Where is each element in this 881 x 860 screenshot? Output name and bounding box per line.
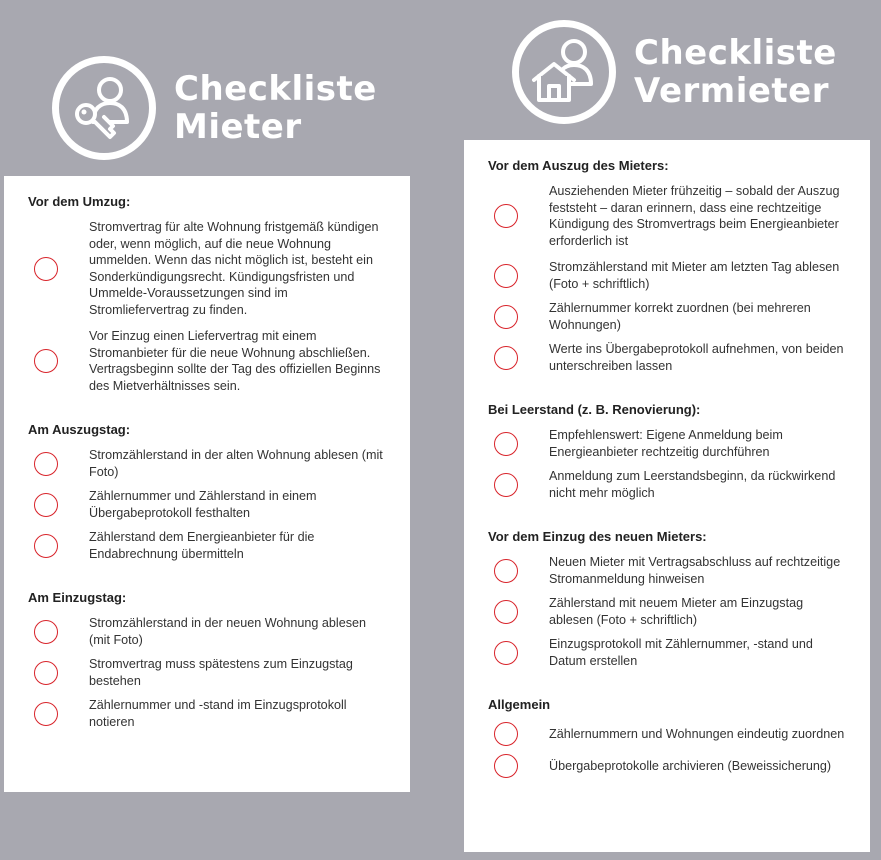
- checkbox-circle[interactable]: [34, 620, 58, 644]
- section-title: Allgemein: [488, 697, 551, 712]
- item-text: Zählerstand dem Energieanbieter für die Endabrechnung übermitteln: [89, 530, 315, 561]
- item-text: Neuen Mieter mit Vertragsabschluss auf rechtzeitige Stromanmeldung hinweisen: [549, 555, 841, 586]
- checklist-item: [28, 615, 388, 648]
- item-text: Stromzählerstand in der neuen Wohnung ablesen (mit Foto): [89, 616, 367, 647]
- checklist-item: [488, 468, 848, 501]
- mieter-checklist-card: [4, 176, 410, 792]
- vermieter-title-line1: Checkliste: [634, 33, 837, 73]
- item-text: Zählernummer und Zählerstand in einem Übergabeprotokoll festhalten: [89, 489, 317, 520]
- checkbox-circle[interactable]: [34, 349, 58, 373]
- checklist-item: [488, 427, 848, 460]
- item-text: Übergabeprotokolle archivieren (Beweissicherung): [549, 758, 832, 773]
- checkbox-circle[interactable]: [494, 346, 518, 370]
- checkbox-circle[interactable]: [494, 559, 518, 583]
- item-text: Stromvertrag für alte Wohnung fristgemäß kündigen oder, wenn möglich, auf die neue Wohnung ummelden. Wenn das nicht möglich ist, besteht ein Sonderkündigungsrecht. Kündigungsfristen und Ummelde-Voraussetzungen sind im Stromliefervertrag zu finden.: [89, 220, 379, 317]
- section-am-einzugstag: [28, 590, 388, 730]
- item-text: Werte ins Übergabeprotokoll aufnehmen, von beiden unterschreiben lassen: [549, 342, 844, 373]
- checkbox-circle[interactable]: [494, 722, 518, 746]
- item-text: Anmeldung zum Leerstandsbeginn, da rückwirkend nicht mehr möglich: [549, 469, 836, 500]
- item-text: Empfehlenswert: Eigene Anmeldung beim Energieanbieter rechtzeitig durchführen: [549, 428, 783, 459]
- item-text: Stromzählerstand mit Mieter am letzten Tag ablesen (Foto + schriftlich): [549, 260, 840, 291]
- section-allgemein: [488, 697, 848, 778]
- checkbox-circle[interactable]: [494, 204, 518, 228]
- item-text: Vor Einzug einen Liefervertrag mit einem Stromanbieter für die neue Wohnung abschließen. Vertragsbeginn sollte der Tag des offiziellen Beginns des Mietverhältnisses sein.: [89, 329, 381, 393]
- checklist-item: [488, 636, 848, 669]
- checklist-item: [488, 595, 848, 628]
- checkbox-circle[interactable]: [494, 600, 518, 624]
- section-title: Am Auszugstag:: [28, 422, 131, 437]
- checkbox-circle[interactable]: [34, 452, 58, 476]
- vermieter-title-line2: Vermieter: [634, 71, 830, 111]
- checklist-item: [28, 656, 388, 689]
- checklist-item: [488, 183, 848, 249]
- section-title: Vor dem Umzug:: [28, 194, 131, 209]
- item-text: Zählernummern und Wohnungen eindeutig zuordnen: [549, 726, 845, 741]
- item-text: Einzugsprotokoll mit Zählernummer, -stand und Datum erstellen: [549, 637, 813, 668]
- checkbox-circle[interactable]: [34, 702, 58, 726]
- checklist-item: [488, 554, 848, 587]
- vermieter-title: [634, 34, 837, 110]
- checkbox-circle[interactable]: [494, 264, 518, 288]
- checklist-item: [488, 754, 848, 778]
- item-text: Stromzählerstand in der alten Wohnung ablesen (mit Foto): [89, 448, 383, 479]
- checklist-item: [28, 219, 388, 318]
- section-am-auszugstag: [28, 422, 388, 562]
- mieter-title-line2: Mieter: [174, 107, 302, 147]
- vermieter-header: [512, 20, 837, 124]
- person-with-key-icon: [52, 56, 156, 160]
- section-title: Vor dem Einzug des neuen Mieters:: [488, 529, 707, 544]
- checkbox-circle[interactable]: [494, 432, 518, 456]
- vermieter-checklist-card: [464, 140, 870, 852]
- section-vor-dem-umzug: [28, 194, 388, 394]
- checkbox-circle[interactable]: [494, 641, 518, 665]
- checklist-item: [28, 697, 388, 730]
- item-text: Stromvertrag muss spätestens zum Einzugstag bestehen: [89, 657, 353, 688]
- item-text: Zählernummer korrekt zuordnen (bei mehreren Wohnungen): [549, 301, 811, 332]
- person-with-house-icon: [512, 20, 616, 124]
- checkbox-circle[interactable]: [34, 257, 58, 281]
- section-title: Bei Leerstand (z. B. Renovierung):: [488, 402, 701, 417]
- checklist-item: [28, 328, 388, 394]
- checkbox-circle[interactable]: [34, 493, 58, 517]
- section-title: Vor dem Auszug des Mieters:: [488, 158, 669, 173]
- checklist-item: [28, 447, 388, 480]
- item-text: Zählerstand mit neuem Mieter am Einzugstag ablesen (Foto + schriftlich): [549, 596, 804, 627]
- section-vor-dem-einzug: [488, 529, 848, 669]
- checklist-item: [28, 529, 388, 562]
- checkbox-circle[interactable]: [494, 305, 518, 329]
- checklist-item: [488, 722, 848, 746]
- mieter-header: [52, 56, 377, 160]
- checklist-item: [488, 259, 848, 292]
- mieter-title: [174, 70, 377, 146]
- checklist-item: [28, 488, 388, 521]
- checklist-item: [488, 300, 848, 333]
- checkbox-circle[interactable]: [34, 534, 58, 558]
- section-title: Am Einzugstag:: [28, 590, 127, 605]
- mieter-title-line1: Checkliste: [174, 69, 377, 109]
- checkbox-circle[interactable]: [494, 473, 518, 497]
- section-bei-leerstand: [488, 402, 848, 501]
- checkbox-circle[interactable]: [494, 754, 518, 778]
- checkbox-circle[interactable]: [34, 661, 58, 685]
- item-text: Zählernummer und -stand im Einzugsprotokoll notieren: [89, 698, 347, 729]
- checklist-item: [488, 341, 848, 374]
- item-text: Ausziehenden Mieter frühzeitig – sobald der Auszug feststeht – daran erinnern, dass eine rechtzeitige Kündigung des Stromvertrags beim Energieanbieter erforderlich ist: [549, 184, 840, 248]
- section-vor-dem-auszug: [488, 158, 848, 374]
